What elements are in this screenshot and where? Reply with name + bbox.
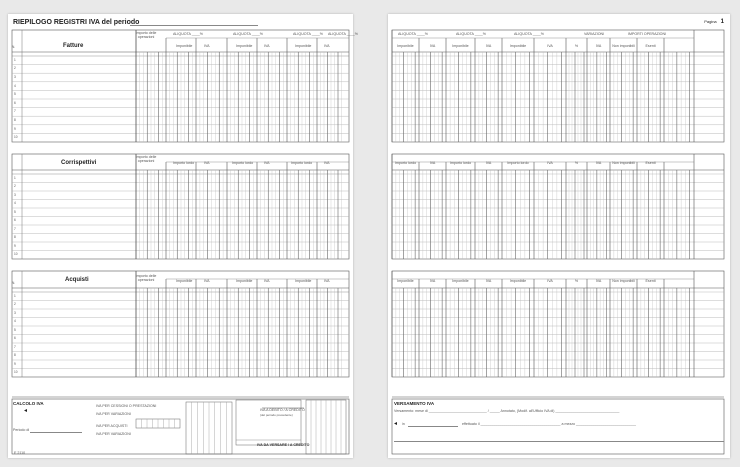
col-header: Importo lordo [394,161,417,165]
col-header: Imponibile [509,279,527,283]
row-number: 8 [14,235,16,240]
row-number: 6 [14,218,16,223]
row-number: 2 [14,66,16,71]
row-number: 10 [14,370,18,375]
col-header: Non imponibili [612,44,635,48]
versamento-line: Versamento: mese di _____________________________ / _____ Annotato, (Modif. all'Ufficio IVA di) ________________________________ [394,409,620,413]
col-header: Importo lordo [449,161,472,165]
row-number: 7 [14,344,16,349]
versamento-in-label: in [402,422,405,426]
left-register-page [8,14,358,458]
section-box [392,271,724,377]
page-title: RIEPILOGO REGISTRI IVA del periodo [13,19,140,26]
col-header: IVA [324,44,330,48]
col-n-label: N. [12,281,16,285]
col-header: IVA [547,161,553,165]
calcolo-row: IVA PER VARIAZIONI [96,432,131,436]
row-number: 3 [14,310,16,315]
col-header: Importo lordo [232,161,254,165]
row-number: 8 [14,353,16,358]
versamento-title: VERSAMENTO IVA [394,401,435,406]
col-header: IVA [429,161,436,165]
row-number: 5 [14,209,16,214]
col-header: Imponibile [295,279,312,283]
col-header: IVA [485,44,492,48]
row-number: 5 [14,92,16,97]
col-header: Imponibile [295,44,312,48]
header-importo: Importo delle operazioni [135,155,157,163]
group-header: VARIAZIONI [584,32,605,36]
col-header: Esenti [645,44,656,48]
col-header: Imponibile [397,44,414,48]
col-header: IVA [485,279,492,283]
col-header: IVA [595,44,602,48]
page-number: Pagina 1 [704,19,724,25]
col-header: IVA [264,279,270,283]
col-header: Imponibile [176,279,193,283]
credito-box [236,400,301,445]
row-number: 4 [14,83,16,88]
col-header: Imponibile [236,279,253,283]
signature-line[interactable] [394,441,724,442]
header-importo: Importo delle operazioni [135,274,157,282]
col-header: Importo lordo [173,161,195,165]
col-header: IVA [485,161,492,165]
col-header: Imponibile [176,44,193,48]
row-number: 10 [14,135,18,140]
col-n-label: N. [12,45,16,49]
col-header: Non imponibili [612,161,635,165]
col-header: IVA [264,44,270,48]
calcolo-row: IVA PER CESSIONI O PRESTAZIONI [96,404,157,408]
col-header: IVA [547,279,553,283]
arrow-icon: ◂ [394,421,398,427]
row-number: 1 [14,293,16,298]
group-header: ALIQUOTA ____% [514,32,544,36]
row-number: 10 [14,252,18,257]
col-header: Imponibile [397,279,414,283]
row-number: 6 [14,100,16,105]
col-header: Non imponibili [612,279,635,283]
row-number: 6 [14,336,16,341]
right-register-page [388,14,730,458]
row-number: 3 [14,192,16,197]
periodo-field[interactable] [30,432,82,433]
arrow-icon: ◂ [24,408,28,414]
row-number: 5 [14,327,16,332]
col-header: IVA [264,161,270,165]
section-acquisti-label: Acquisti [65,277,89,283]
group-header: ALIQUOTA ____% [233,32,263,36]
col-header: IVA [547,44,553,48]
col-header: Importo lordo [291,161,313,165]
versamento-in-field[interactable] [408,426,458,427]
group-header: ALIQUOTA ____% [328,32,358,36]
col-header: % [574,279,579,283]
calcolo-row: IVA PER VARIAZIONI [96,412,131,416]
col-header: % [574,44,579,48]
col-header: Imponibile [236,44,253,48]
row-number: 9 [14,243,16,248]
col-header: Imponibile [509,44,527,48]
row-number: 1 [14,175,16,180]
credito-sublabel: (del periodo precedente) [260,413,293,417]
col-header: IVA [324,161,330,165]
group-header: ALIQUOTA ____% [456,32,486,36]
col-header: Imponibile [452,279,469,283]
col-header: Importo lordo [507,161,529,165]
col-header: IVA [595,279,602,283]
row-number: 2 [14,302,16,307]
section-fatture-label: Fatture [63,43,84,49]
section-corrispettivi-label: Corrispettivi [61,160,97,166]
versare-label: IVA DA VERSARE / A CREDITO [257,443,310,447]
row-number: 1 [14,57,16,62]
calcolo-iva-title: CALCOLO IVA [13,401,44,406]
group-header: ALIQUOTA ____% [173,32,203,36]
col-header: IVA [429,44,436,48]
group-header: ALIQUOTA ____% [398,32,428,36]
row-number: 3 [14,75,16,79]
right-grid [388,14,730,458]
col-header: IVA [595,161,602,165]
credito-label: IVA A DEBITO / A CREDITO [260,408,305,412]
col-header: IVA [204,161,210,165]
row-number: 9 [14,361,16,366]
row-number: 2 [14,184,16,189]
col-header: Imponibile [452,44,469,48]
col-header: Esenti [645,279,656,283]
row-number: 9 [14,126,16,131]
col-header: IVA [204,44,210,48]
row-number: 8 [14,118,16,122]
calcolo-row: IVA PER ACQUISTI [96,424,128,428]
row-number: 7 [14,226,16,231]
group-header: ALIQUOTA ____% [293,32,323,36]
versamento-line: effettuato il ________________________________________ a mezzo ______________________________ [462,422,637,426]
row-number: 4 [14,319,16,324]
col-header: Esenti [645,161,656,165]
row-number: 7 [14,109,16,114]
col-header: IVA [429,279,436,283]
periodo-label: Periodo di [13,428,30,432]
col-header: % [574,161,579,165]
left-grid [8,14,353,458]
col-header: IVA [324,279,330,283]
footer-code: E 2110 [14,451,26,455]
group-header: IMPORTI OPERAZIONI [628,32,667,36]
header-importo: Importo delle operazioni [135,31,157,39]
row-number: 4 [14,201,16,206]
col-header: IVA [204,279,210,283]
